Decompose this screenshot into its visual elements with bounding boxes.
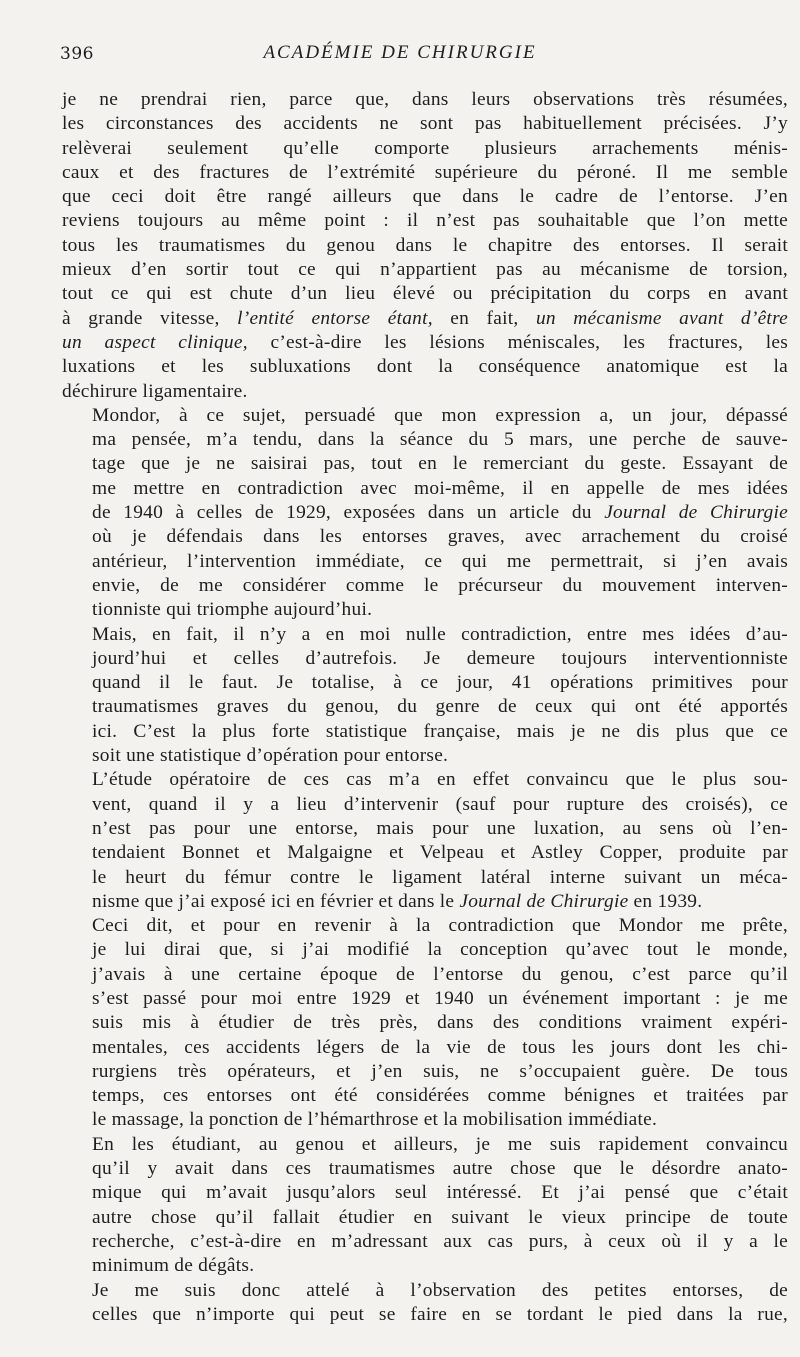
text-line: [62, 938, 788, 962]
text-run: en fait,: [432, 307, 536, 329]
text-run: envie, de me considérer comme le précurseur du mouvement interven-: [92, 574, 788, 596]
text-line: [62, 355, 788, 379]
text-run: antérieur, l’intervention immédiate, ce qui me permettrait, si j’en avais: [92, 550, 788, 572]
text-run: autre chose qu’il fallait étudier en suivant le vieux principe de toute: [92, 1206, 788, 1228]
text-line: [62, 987, 788, 1011]
text-line: [62, 574, 788, 598]
text-run: mentales, ces accidents légers de la vie de tous les jours dont les chi-: [92, 1036, 788, 1058]
italic-text: un aspect clinique,: [62, 331, 248, 353]
text-run: jourd’hui et celles d’autrefois. Je demeure toujours interventionniste: [92, 647, 788, 669]
paragraph: [62, 623, 788, 769]
text-run: Mais, en fait, il n’y a en moi nulle contradiction, entre mes idées d’au-: [92, 623, 788, 645]
text-run: tionniste qui triomphe aujourd’hui.: [92, 599, 373, 621]
text-run: déchirure ligamentaire.: [62, 380, 248, 402]
text-run: suis mis à étudier de très près, dans des conditions vraiment expéri-: [92, 1012, 788, 1034]
text-run: tous les traumatismes du genou dans le chapitre des entorses. Il serait: [62, 234, 788, 256]
text-run: à grande vitesse,: [62, 307, 238, 329]
text-line: [62, 185, 788, 209]
text-run: Mondor, à ce sujet, persuadé que mon expression a, un jour, dépassé: [92, 404, 788, 426]
text-line: [62, 1084, 788, 1108]
italic-text: Journal de Chirurgie: [604, 502, 788, 524]
text-run: luxations et les subluxations dont la conséquence anatomique est la: [62, 356, 788, 378]
text-line: [62, 1036, 788, 1060]
text-run: je lui dirai que, si j’ai modifié la conception qu’avec tout le monde,: [92, 939, 788, 961]
text-line: [62, 307, 788, 331]
text-line: [62, 1133, 788, 1157]
text-run: tage que je ne saisirai pas, tout en le remerciant du geste. Essayant de: [92, 453, 788, 475]
text-line: [62, 282, 788, 306]
text-line: [62, 963, 788, 987]
italic-text: un mécanisme avant d’être: [535, 307, 788, 329]
text-run: recherche, c’est-à-dire en m’adressant aux cas purs, à ceux où il y a le: [92, 1230, 788, 1252]
text-line: [62, 598, 788, 622]
paragraph: [62, 1279, 788, 1328]
text-run: c’est-à-dire les lésions méniscales, les fractures, les: [247, 331, 788, 353]
text-run: soit une statistique d’opération pour entorse.: [92, 745, 449, 767]
text-line: [62, 890, 788, 914]
text-run: minimum de dégâts.: [92, 1255, 255, 1277]
italic-text: l’entité entorse étant,: [237, 307, 433, 329]
text-line: [62, 1011, 788, 1035]
text-line: [62, 1157, 788, 1181]
text-run: n’est pas pour une entorse, mais pour une luxation, au sens où l’en-: [92, 817, 788, 839]
text-line: [62, 1206, 788, 1230]
text-run: traumatismes graves du genou, du genre de ceux qui ont été apportés: [92, 696, 788, 718]
text-run: où je défendais dans les entorses graves, avec arrachement du croisé: [92, 526, 788, 548]
paragraph: [62, 1133, 788, 1279]
text-line: [62, 112, 788, 136]
text-line: [62, 380, 788, 404]
text-line: [62, 331, 788, 355]
text-run: nisme que j’ai exposé ici en février et dans le: [92, 890, 460, 912]
text-run: mieux d’en sortir tout ce qui n’appartient pas au mécanisme de torsion,: [62, 259, 788, 281]
text-run: vent, quand il y a lieu d’intervenir (sauf pour rupture des croisés), ce: [92, 793, 788, 815]
text-line: [62, 1230, 788, 1254]
text-line: [62, 793, 788, 817]
text-line: [62, 914, 788, 938]
text-run: je ne prendrai rien, parce que, dans leurs observations très résumées,: [62, 89, 788, 110]
text-run: me mettre en contradiction avec moi-même, il en appelle de mes idées: [92, 477, 788, 499]
text-line: [62, 1254, 788, 1278]
text-run: L’étude opératoire de ces cas m’a en effet convaincu que le plus sou-: [92, 769, 788, 791]
text-line: [62, 671, 788, 695]
text-line: [62, 258, 788, 282]
text-line: [62, 477, 788, 501]
text-run: qu’il y avait dans ces traumatismes autre chose que le désordre anato-: [92, 1158, 788, 1180]
text-run: celles que n’importe qui peut se faire en se tordant le pied dans la rue,: [92, 1303, 788, 1325]
text-line: [62, 404, 788, 428]
text-run: Ceci dit, et pour en revenir à la contradiction que Mondor me prête,: [92, 915, 788, 937]
text-run: Je me suis donc attelé à l’observation des petites entorses, de: [92, 1279, 788, 1301]
text-line: [62, 623, 788, 647]
text-run: caux et des fractures de l’extrémité supérieure du péroné. Il me semble: [62, 161, 788, 183]
text-line: [62, 720, 788, 744]
paragraph: [62, 914, 788, 1133]
page-number: 396: [60, 44, 94, 64]
text-run: ici. C’est la plus forte statistique française, mais je ne dis plus que ce: [92, 720, 788, 742]
text-run: mique qui m’avait jusqu’alors seul intéressé. Et j’ai pensé que c’était: [92, 1182, 788, 1204]
text-line: [62, 137, 788, 161]
body-text: [62, 88, 788, 1327]
text-line: [62, 161, 788, 185]
italic-text: Journal de Chirurgie: [459, 890, 629, 912]
text-line: [62, 1060, 788, 1084]
text-line: [62, 88, 788, 112]
text-run: de 1940 à celles de 1929, exposées dans un article du: [92, 502, 605, 524]
text-line: [62, 234, 788, 258]
text-run: rurgiens très opérateurs, et j’en suis, ne s’occupaient guère. De tous: [92, 1060, 788, 1082]
text-run: tendaient Bonnet et Malgaigne et Velpeau et Astley Copper, produite par: [92, 842, 788, 864]
text-run: quand il le faut. Je totalise, à ce jour, 41 opérations primitives pour: [92, 672, 788, 694]
text-line: [62, 1181, 788, 1205]
paragraph: [62, 88, 788, 404]
text-run: le heurt du fémur contre le ligament latéral interne suivant un méca-: [92, 866, 788, 888]
text-line: [62, 501, 788, 525]
text-run: En les étudiant, au genou et ailleurs, je me suis rapidement convaincu: [92, 1133, 788, 1155]
text-line: [62, 866, 788, 890]
text-run: que ceci doit être rangé ailleurs que dans le cadre de l’entorse. J’en: [62, 186, 788, 208]
text-run: j’avais à une certaine époque de l’entorse du genou, c’est parce qu’il: [92, 963, 788, 985]
text-line: [62, 1303, 788, 1327]
text-run: les circonstances des accidents ne sont pas habituellement précisées. J’y: [62, 113, 788, 135]
running-head: ACADÉMIE DE CHIRURGIE: [263, 42, 537, 63]
text-line: [62, 744, 788, 768]
text-line: [62, 1108, 788, 1132]
paragraph: [62, 404, 788, 623]
text-line: [62, 1279, 788, 1303]
text-line: [62, 768, 788, 792]
text-line: [62, 817, 788, 841]
paragraph: [62, 768, 788, 914]
text-line: [62, 841, 788, 865]
text-run: relèverai seulement qu’elle comporte plusieurs arrachements ménis-: [62, 137, 788, 159]
text-line: [62, 209, 788, 233]
text-line: [62, 452, 788, 476]
text-line: [62, 550, 788, 574]
text-run: tout ce qui est chute d’un lieu élevé ou précipitation du corps en avant: [62, 283, 788, 305]
text-line: [62, 428, 788, 452]
text-run: s’est passé pour moi entre 1929 et 1940 un événement important : je me: [92, 987, 788, 1009]
text-run: reviens toujours au même point : il n’est pas souhaitable que l’on mette: [62, 210, 788, 232]
text-run: en 1939.: [628, 890, 703, 912]
text-line: [62, 647, 788, 671]
text-run: le massage, la ponction de l’hémarthrose et la mobilisation immédiate.: [92, 1109, 658, 1131]
text-line: [62, 695, 788, 719]
text-run: temps, ces entorses ont été considérées comme bénignes et traitées par: [92, 1085, 788, 1107]
text-run: ma pensée, m’a tendu, dans la séance du 5 mars, une perche de sauve-: [92, 429, 788, 451]
text-line: [62, 525, 788, 549]
